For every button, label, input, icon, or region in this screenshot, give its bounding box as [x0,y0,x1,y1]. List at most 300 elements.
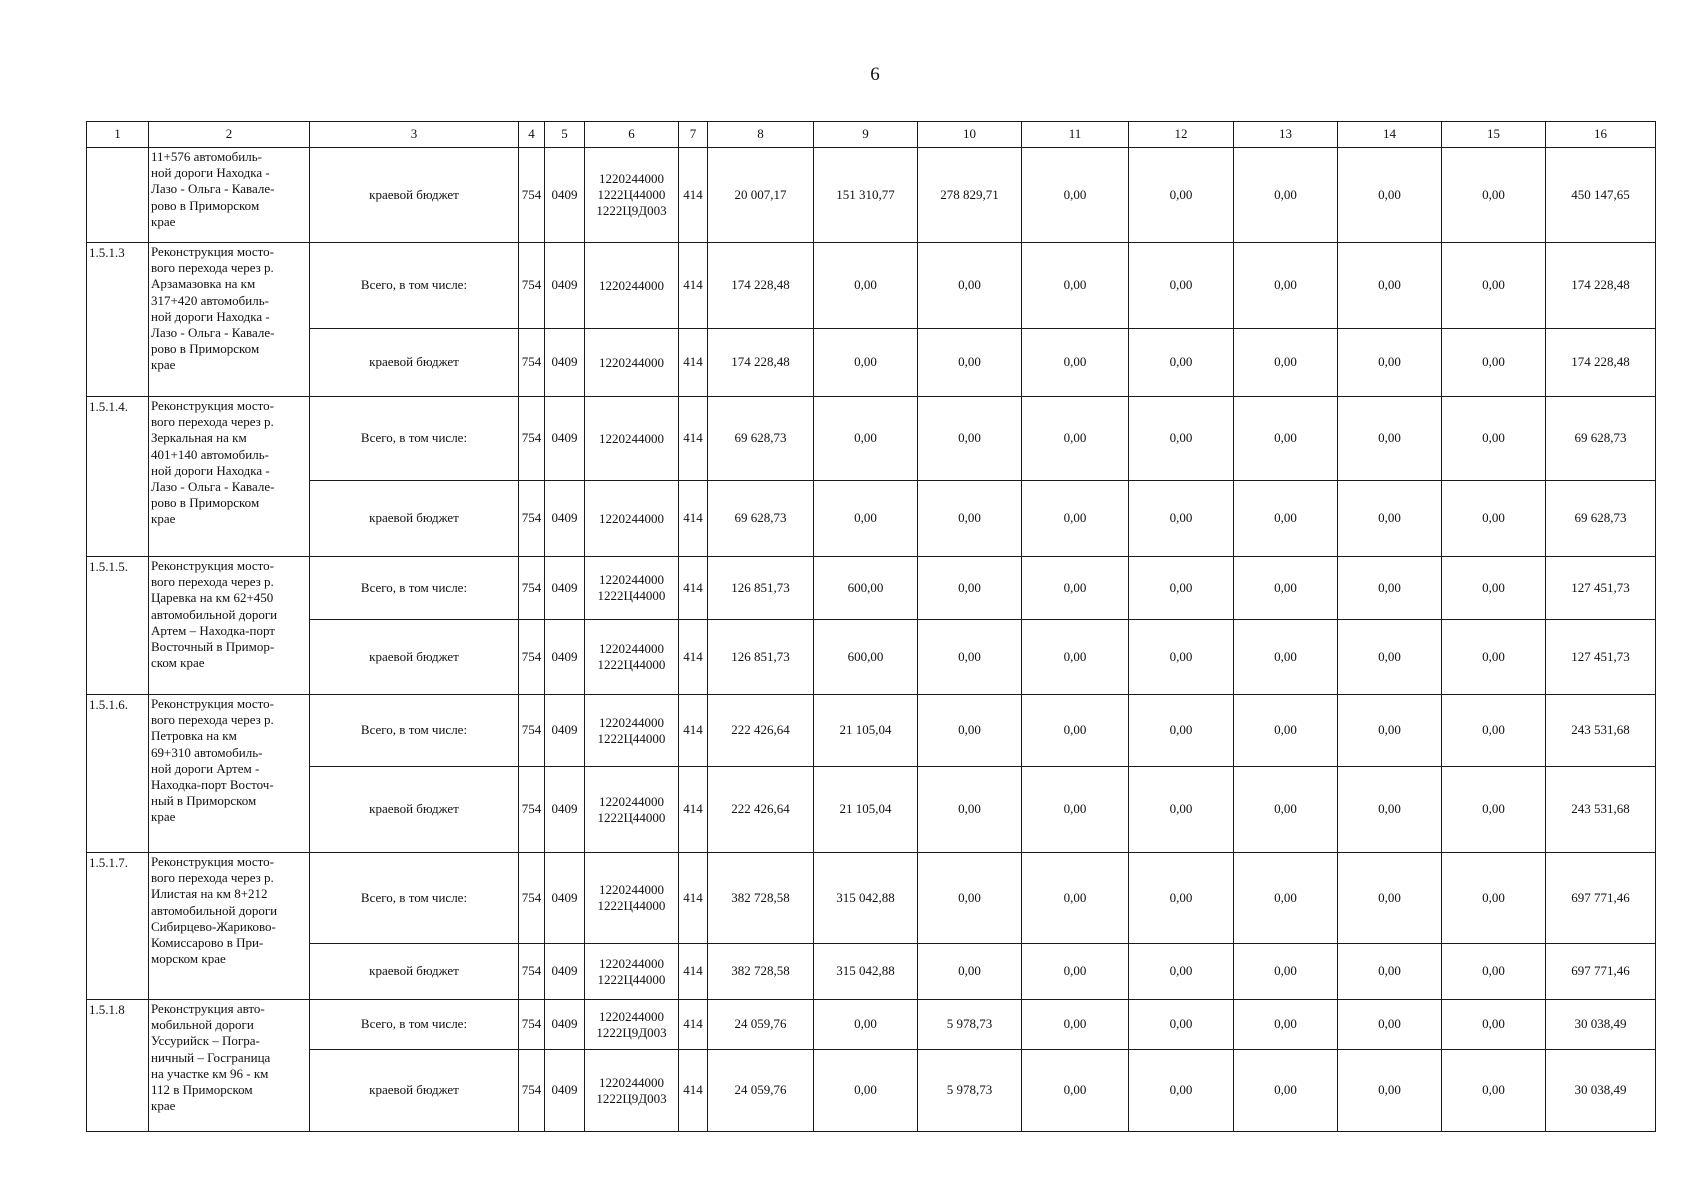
code-cell: 414 [679,481,708,557]
object-name-line: 112 в Приморском [151,1082,253,1098]
amount-cell: 0,00 [1338,148,1442,243]
code-cell: 754 [519,397,545,481]
header-cell: 9 [814,122,918,148]
funding-source: Всего, в том числе: [310,695,519,767]
amount-cell: 174 228,48 [1546,329,1656,397]
object-name-line: вого перехода через р. [151,712,274,728]
header-cell: 12 [1129,122,1234,148]
target-code [585,557,679,620]
object-name [149,695,310,853]
amount-cell: 30 038,49 [1546,1050,1656,1132]
object-name-line: Реконструкция мосто- [151,696,274,711]
amount-cell: 450 147,65 [1546,148,1656,243]
funding-source: Всего, в том числе: [310,853,519,944]
amount-cell: 0,00 [918,481,1022,557]
amount-cell: 126 851,73 [708,557,814,620]
code-cell: 0409 [545,148,585,243]
amount-cell: 0,00 [1129,148,1234,243]
amount-cell: 0,00 [1129,767,1234,853]
amount-cell: 0,00 [1338,481,1442,557]
object-name-line: крае [151,213,176,229]
header-cell: 3 [310,122,519,148]
amount-cell: 69 628,73 [1546,481,1656,557]
amount-cell: 174 228,48 [708,329,814,397]
amount-cell: 174 228,48 [1546,243,1656,329]
code-cell: 414 [679,397,708,481]
object-name-line: Реконструкция мосто- [151,398,274,413]
amount-cell: 0,00 [1234,695,1338,767]
object-name [149,557,310,695]
row-number: 1.5.1.3 [87,243,149,397]
code-cell: 754 [519,1050,545,1132]
amount-cell: 0,00 [1129,944,1234,1000]
code-cell: 754 [519,695,545,767]
amount-cell: 0,00 [1129,397,1234,481]
amount-cell: 0,00 [1022,329,1129,397]
table-row [87,620,1656,695]
object-name-line: ной дороги Находка - [151,308,270,324]
amount-cell: 0,00 [1338,1000,1442,1050]
code-cell: 414 [679,243,708,329]
amount-cell: 0,00 [1022,695,1129,767]
object-name-line: автомобильной дороги [151,606,278,622]
amount-cell: 0,00 [1129,243,1234,329]
amount-cell: 0,00 [1442,620,1546,695]
amount-cell: 69 628,73 [708,397,814,481]
header-cell: 13 [1234,122,1338,148]
amount-cell: 0,00 [814,1050,918,1132]
code-cell: 754 [519,767,545,853]
amount-cell: 0,00 [1022,557,1129,620]
header-cell: 6 [585,122,679,148]
object-name-line: Петровка на км [151,728,237,744]
header-cell: 14 [1338,122,1442,148]
amount-cell: 0,00 [1338,557,1442,620]
code-cell: 754 [519,620,545,695]
object-name-line: 11+576 автомобиль- [151,149,262,164]
object-name-line: Царевка на км 62+450 [151,590,274,606]
row-number: 1.5.1.8 [87,1000,149,1132]
amount-cell: 0,00 [1338,1050,1442,1132]
header-cell: 10 [918,122,1022,148]
amount-cell: 0,00 [1442,853,1546,944]
amount-cell: 0,00 [1442,1000,1546,1050]
amount-cell: 0,00 [1442,767,1546,853]
amount-cell: 24 059,76 [708,1050,814,1132]
amount-cell: 0,00 [1234,557,1338,620]
target-code [585,695,679,767]
header-cell: 4 [519,122,545,148]
code-cell: 414 [679,329,708,397]
amount-cell: 0,00 [1234,481,1338,557]
amount-cell: 127 451,73 [1546,620,1656,695]
code-cell: 0409 [545,853,585,944]
amount-cell: 382 728,58 [708,853,814,944]
amount-cell: 0,00 [918,397,1022,481]
code-cell: 414 [679,695,708,767]
target-code [585,243,679,329]
funding-source: краевой бюджет [310,620,519,695]
target-code-line: 1220244000 [599,510,664,526]
header-cell: 8 [708,122,814,148]
header-cell: 11 [1022,122,1129,148]
row-number: 1.5.1.5. [87,557,149,695]
object-name-line: автомобильной дороги [151,902,278,918]
target-code-line: 1220244000 [599,793,664,809]
funding-source: краевой бюджет [310,1050,519,1132]
amount-cell: 0,00 [1442,329,1546,397]
code-cell: 0409 [545,620,585,695]
amount-cell: 0,00 [1234,1000,1338,1050]
target-code-line: 1222Ц44000 [597,971,666,987]
object-name-line: ничный – Госграница [151,1049,271,1065]
target-code-line: 1220244000 [599,1008,664,1024]
object-name-line: Арзамазовка на км [151,276,256,292]
target-code [585,1050,679,1132]
amount-cell: 0,00 [1234,853,1338,944]
target-code [585,1000,679,1050]
amount-cell: 600,00 [814,557,918,620]
amount-cell: 0,00 [1234,329,1338,397]
object-name-line: Реконструкция мосто- [151,558,274,573]
table-row [87,481,1656,557]
code-cell: 414 [679,767,708,853]
amount-cell: 0,00 [1442,481,1546,557]
object-name-line: Комиссарово в При- [151,935,264,951]
amount-cell: 0,00 [1022,148,1129,243]
target-code [585,397,679,481]
object-name-line: Лазо - Ольга - Кавале- [151,325,275,341]
object-name-line: вого перехода через р. [151,870,274,886]
code-cell: 0409 [545,1050,585,1132]
amount-cell: 0,00 [1338,329,1442,397]
code-cell: 0409 [545,557,585,620]
amount-cell: 0,00 [1022,1050,1129,1132]
target-code-line: 1222Ц44000 [597,657,666,672]
code-cell: 754 [519,853,545,944]
table-row [87,397,1656,481]
amount-cell: 243 531,68 [1546,767,1656,853]
target-code-line: 1222Ц44000 [597,809,666,825]
header-cell: 7 [679,122,708,148]
amount-cell: 0,00 [1234,397,1338,481]
target-code [585,853,679,944]
object-name-line: рово в Приморском [151,495,260,511]
table-row [87,148,1656,243]
code-cell: 0409 [545,767,585,853]
object-name-line: ный в Приморском [151,793,257,809]
amount-cell: 222 426,64 [708,695,814,767]
object-name-line: вого перехода через р. [151,574,274,590]
amount-cell: 69 628,73 [708,481,814,557]
amount-cell: 243 531,68 [1546,695,1656,767]
target-code-line: 1220244000 [599,277,664,293]
amount-cell: 0,00 [814,329,918,397]
amount-cell: 0,00 [1442,148,1546,243]
table-row [87,944,1656,1000]
target-code-line: 1220244000 [599,354,664,370]
target-code-line: 1220244000 [599,430,664,446]
amount-cell: 0,00 [1022,620,1129,695]
target-code [585,148,679,243]
amount-cell: 0,00 [814,1000,918,1050]
code-cell: 414 [679,944,708,1000]
amount-cell: 0,00 [1234,243,1338,329]
amount-cell: 0,00 [918,243,1022,329]
amount-cell: 30 038,49 [1546,1000,1656,1050]
header-cell: 2 [149,122,310,148]
object-name [149,853,310,1000]
amount-cell: 0,00 [1129,1000,1234,1050]
target-code-line: 1220244000 [599,955,664,971]
row-number: 1.5.1.6. [87,695,149,853]
object-name-line: 401+140 автомобиль- [151,446,269,462]
object-name-line: крае [151,511,176,527]
target-code-line: 1220244000 [599,1074,664,1090]
object-name-line: Зеркальная на км [151,430,247,446]
amount-cell: 0,00 [814,397,918,481]
target-code-line: 1220244000 [599,882,664,897]
code-cell: 0409 [545,944,585,1000]
amount-cell: 24 059,76 [708,1000,814,1050]
code-cell: 0409 [545,329,585,397]
code-cell: 754 [519,243,545,329]
amount-cell: 0,00 [1022,853,1129,944]
amount-cell: 0,00 [1129,329,1234,397]
amount-cell: 21 105,04 [814,767,918,853]
amount-cell: 0,00 [1442,1050,1546,1132]
code-cell: 0409 [545,397,585,481]
code-cell: 414 [679,557,708,620]
amount-cell: 0,00 [1338,695,1442,767]
table-row [87,329,1656,397]
amount-cell: 0,00 [1234,767,1338,853]
amount-cell: 382 728,58 [708,944,814,1000]
object-name-line: 69+310 автомобиль- [151,744,263,760]
amount-cell: 0,00 [918,767,1022,853]
amount-cell: 0,00 [1022,397,1129,481]
funding-source: краевой бюджет [310,329,519,397]
amount-cell: 21 105,04 [814,695,918,767]
table-row [87,557,1656,620]
table-row [87,853,1656,944]
code-cell: 414 [679,853,708,944]
code-cell: 0409 [545,481,585,557]
target-code-line: 1222Ц9Д003 [596,203,667,218]
code-cell: 414 [679,148,708,243]
object-name-line: ной дороги Находка - [151,165,270,181]
header-cell: 16 [1546,122,1656,148]
object-name-line: Реконструкция мосто- [151,244,274,259]
target-code-line: 1220244000 [599,714,664,730]
object-name-line: ной дороги Находка - [151,462,270,478]
object-name-line: рово в Приморском [151,197,260,213]
funding-source: Всего, в том числе: [310,243,519,329]
amount-cell: 5 978,73 [918,1050,1022,1132]
object-name-line: морском крае [151,951,226,967]
target-code-line: 1220244000 [599,572,664,587]
target-code-line: 1222Ц44000 [597,730,666,746]
amount-cell: 0,00 [1022,944,1129,1000]
object-name-line: Реконструкция авто- [151,1001,265,1016]
amount-cell: 0,00 [1338,397,1442,481]
row-number: 1.5.1.4. [87,397,149,557]
amount-cell: 0,00 [1234,620,1338,695]
code-cell: 0409 [545,1000,585,1050]
object-name [149,397,310,557]
amount-cell: 0,00 [1022,481,1129,557]
target-code [585,944,679,1000]
code-cell: 414 [679,1000,708,1050]
amount-cell: 5 978,73 [918,1000,1022,1050]
table-row [87,1050,1656,1132]
page-number: 6 [870,64,880,85]
code-cell: 414 [679,1050,708,1132]
amount-cell: 69 628,73 [1546,397,1656,481]
object-name-line: Находка-порт Восточ- [151,777,274,793]
amount-cell: 0,00 [918,557,1022,620]
header-row [87,122,1656,148]
code-cell: 0409 [545,243,585,329]
object-name [149,243,310,397]
amount-cell: 222 426,64 [708,767,814,853]
amount-cell: 0,00 [1234,1050,1338,1132]
funding-source: Всего, в том числе: [310,557,519,620]
amount-cell: 0,00 [918,329,1022,397]
amount-cell: 315 042,88 [814,853,918,944]
amount-cell: 0,00 [1234,148,1338,243]
header-cell: 5 [545,122,585,148]
object-name-line: Артем – Находка-порт [151,622,275,638]
amount-cell: 0,00 [1129,620,1234,695]
amount-cell: 0,00 [918,853,1022,944]
code-cell: 754 [519,557,545,620]
code-cell: 754 [519,944,545,1000]
amount-cell: 0,00 [1234,944,1338,1000]
object-name-line: Лазо - Ольга - Кавале- [151,479,275,495]
amount-cell: 0,00 [1022,1000,1129,1050]
object-name-line: вого перехода через р. [151,414,274,430]
amount-cell: 0,00 [1338,620,1442,695]
funding-source: краевой бюджет [310,767,519,853]
amount-cell: 0,00 [1129,557,1234,620]
amount-cell: 0,00 [1129,1050,1234,1132]
target-code-line: 1220244000 [599,171,664,186]
object-name-line: рово в Приморском [151,341,260,357]
target-code-line: 1222Ц44000 [597,588,666,603]
amount-cell: 315 042,88 [814,944,918,1000]
table-row [87,695,1656,767]
amount-cell: 0,00 [1338,944,1442,1000]
funding-source: краевой бюджет [310,481,519,557]
code-cell: 754 [519,329,545,397]
funding-source: краевой бюджет [310,944,519,1000]
amount-cell: 0,00 [918,620,1022,695]
target-code-line: 1222Ц9Д003 [596,1090,667,1106]
code-cell: 754 [519,148,545,243]
amount-cell: 0,00 [1129,481,1234,557]
budget-table [86,121,1656,1132]
object-name-line: Илистая на км 8+212 [151,886,268,902]
amount-cell: 0,00 [1442,944,1546,1000]
code-cell: 754 [519,481,545,557]
amount-cell: 127 451,73 [1546,557,1656,620]
funding-source: Всего, в том числе: [310,1000,519,1050]
funding-source: краевой бюджет [310,148,519,243]
amount-cell: 0,00 [1442,557,1546,620]
table-row [87,1000,1656,1050]
amount-cell: 0,00 [1129,853,1234,944]
amount-cell: 697 771,46 [1546,944,1656,1000]
object-name-line: Лазо - Ольга - Кавале- [151,181,275,197]
object-name-line: ной дороги Артем - [151,760,260,776]
code-cell: 0409 [545,695,585,767]
object-name-line: Уссурийск – Погра- [151,1033,260,1049]
table-row [87,767,1656,853]
row-number: 1.5.1.7. [87,853,149,1000]
object-name-line: мобильной дороги [151,1017,254,1033]
object-name-line: крае [151,1098,176,1114]
object-name-line: на участке км 96 - км [151,1065,269,1081]
header-cell: 1 [87,122,149,148]
amount-cell: 20 007,17 [708,148,814,243]
object-name-line: Сибирцево-Жариково- [151,918,276,934]
object-name-line: Реконструкция мосто- [151,854,274,869]
target-code-line: 1222Ц44000 [597,898,666,913]
target-code [585,329,679,397]
object-name-line: крае [151,809,176,825]
object-name [149,148,310,243]
amount-cell: 0,00 [1442,397,1546,481]
amount-cell: 0,00 [1022,767,1129,853]
object-name-line: ском крае [151,655,205,671]
amount-cell: 0,00 [814,243,918,329]
amount-cell: 0,00 [1338,853,1442,944]
target-code [585,767,679,853]
amount-cell: 0,00 [918,944,1022,1000]
amount-cell: 126 851,73 [708,620,814,695]
amount-cell: 174 228,48 [708,243,814,329]
amount-cell: 151 310,77 [814,148,918,243]
amount-cell: 0,00 [1338,243,1442,329]
header-cell: 15 [1442,122,1546,148]
code-cell: 754 [519,1000,545,1050]
target-code-line: 1222Ц44000 [597,187,666,202]
object-name [149,1000,310,1132]
target-code-line: 1220244000 [599,641,664,656]
object-name-line: крае [151,357,176,373]
amount-cell: 0,00 [1442,695,1546,767]
row-number [87,148,149,243]
amount-cell: 0,00 [1022,243,1129,329]
table-row [87,243,1656,329]
amount-cell: 0,00 [814,481,918,557]
object-name-line: Восточный в Примор- [151,639,275,655]
funding-source: Всего, в том числе: [310,397,519,481]
table-body [87,122,1656,1132]
amount-cell: 0,00 [1129,695,1234,767]
target-code-line: 1222Ц9Д003 [596,1024,667,1040]
amount-cell: 600,00 [814,620,918,695]
amount-cell: 0,00 [1338,767,1442,853]
amount-cell: 697 771,46 [1546,853,1656,944]
object-name-line: вого перехода через р. [151,260,274,276]
amount-cell: 278 829,71 [918,148,1022,243]
object-name-line: 317+420 автомобиль- [151,292,269,308]
amount-cell: 0,00 [918,695,1022,767]
target-code [585,481,679,557]
amount-cell: 0,00 [1442,243,1546,329]
